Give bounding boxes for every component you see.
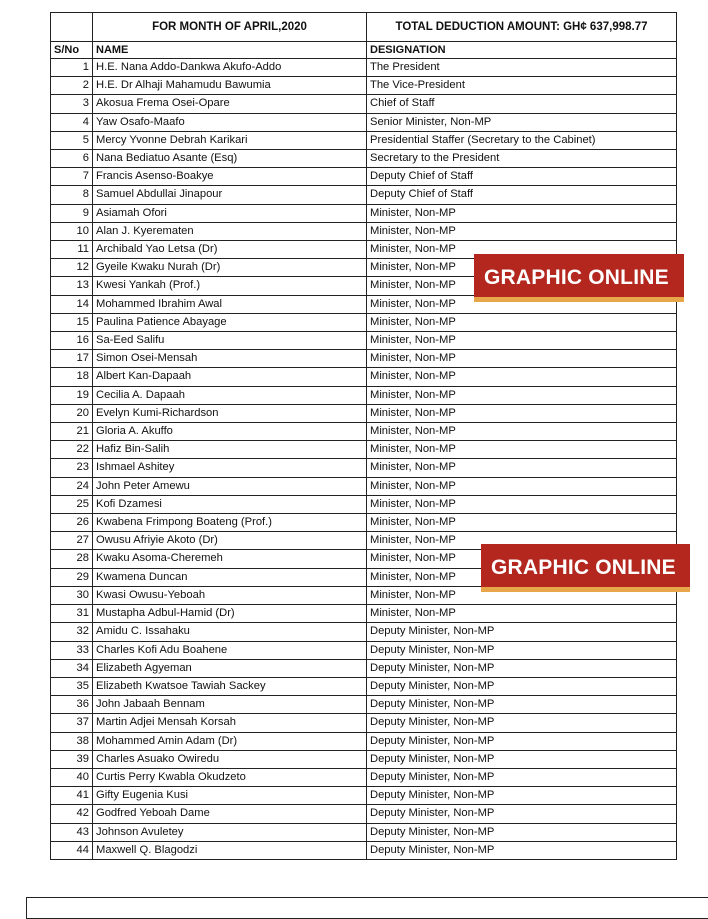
table-row xyxy=(51,368,677,386)
table-row xyxy=(51,823,677,841)
row-designation: Deputy Minister, Non-MP xyxy=(367,677,677,695)
row-name: Kwamena Duncan xyxy=(93,568,367,586)
row-sno: 9 xyxy=(51,204,93,222)
sno-header: S/No xyxy=(51,42,93,59)
row-designation: Minister, Non-MP xyxy=(367,514,677,532)
row-designation: The President xyxy=(367,59,677,77)
row-sno: 31 xyxy=(51,605,93,623)
table-row xyxy=(51,714,677,732)
row-designation: Minister, Non-MP xyxy=(367,477,677,495)
row-sno: 16 xyxy=(51,332,93,350)
row-name: Evelyn Kumi-Richardson xyxy=(93,404,367,422)
row-sno: 14 xyxy=(51,295,93,313)
row-designation: Minister, Non-MP xyxy=(367,350,677,368)
table-row xyxy=(51,423,677,441)
row-sno: 3 xyxy=(51,95,93,113)
row-designation: Minister, Non-MP xyxy=(367,459,677,477)
row-designation: Minister, Non-MP xyxy=(367,313,677,331)
row-designation: Minister, Non-MP xyxy=(367,222,677,240)
row-designation: Deputy Minister, Non-MP xyxy=(367,750,677,768)
row-sno: 12 xyxy=(51,259,93,277)
table-row xyxy=(51,605,677,623)
row-sno: 38 xyxy=(51,732,93,750)
row-sno: 21 xyxy=(51,423,93,441)
row-sno: 24 xyxy=(51,477,93,495)
row-designation: Deputy Minister, Non-MP xyxy=(367,732,677,750)
row-name: Akosua Frema Osei-Opare xyxy=(93,95,367,113)
row-name: Martin Adjei Mensah Korsah xyxy=(93,714,367,732)
row-designation: The Vice-President xyxy=(367,77,677,95)
table-row xyxy=(51,441,677,459)
row-designation: Minister, Non-MP xyxy=(367,368,677,386)
row-designation: Minister, Non-MP xyxy=(367,605,677,623)
row-designation: Deputy Chief of Staff xyxy=(367,168,677,186)
row-designation: Deputy Minister, Non-MP xyxy=(367,805,677,823)
row-designation: Minister, Non-MP xyxy=(367,586,677,604)
row-name: Samuel Abdullai Jinapour xyxy=(93,186,367,204)
row-name: Yaw Osafo-Maafo xyxy=(93,113,367,131)
row-name: Johnson Avuletey xyxy=(93,823,367,841)
table-row xyxy=(51,113,677,131)
deduction-table xyxy=(50,12,677,860)
row-name: Albert Kan-Dapaah xyxy=(93,368,367,386)
row-sno: 28 xyxy=(51,550,93,568)
row-sno: 32 xyxy=(51,623,93,641)
row-sno: 33 xyxy=(51,641,93,659)
row-designation: Deputy Minister, Non-MP xyxy=(367,696,677,714)
row-sno: 30 xyxy=(51,586,93,604)
row-designation: Minister, Non-MP xyxy=(367,423,677,441)
row-sno: 2 xyxy=(51,77,93,95)
table-row xyxy=(51,222,677,240)
row-sno: 6 xyxy=(51,150,93,168)
row-name: Archibald Yao Letsa (Dr) xyxy=(93,241,367,259)
row-sno: 19 xyxy=(51,386,93,404)
row-name: Mustapha Adbul-Hamid (Dr) xyxy=(93,605,367,623)
row-name: Charles Kofi Adu Boahene xyxy=(93,641,367,659)
row-name: Kwabena Frimpong Boateng (Prof.) xyxy=(93,514,367,532)
table-row xyxy=(51,150,677,168)
row-sno: 43 xyxy=(51,823,93,841)
row-sno: 22 xyxy=(51,441,93,459)
row-designation: Minister, Non-MP xyxy=(367,386,677,404)
row-sno: 40 xyxy=(51,768,93,786)
row-name: Gloria A. Akuffo xyxy=(93,423,367,441)
row-designation: Presidential Staffer (Secretary to the Cabinet) xyxy=(367,131,677,149)
row-sno: 41 xyxy=(51,787,93,805)
row-designation: Minister, Non-MP xyxy=(367,404,677,422)
row-name: John Jabaah Bennam xyxy=(93,696,367,714)
table-row xyxy=(51,805,677,823)
row-designation: Deputy Minister, Non-MP xyxy=(367,768,677,786)
row-sno: 18 xyxy=(51,368,93,386)
row-name: Gifty Eugenia Kusi xyxy=(93,787,367,805)
table-row xyxy=(51,204,677,222)
total-deduction: TOTAL DEDUCTION AMOUNT: GH¢ 637,998.77 xyxy=(367,13,677,42)
row-name: Elizabeth Kwatsoe Tawiah Sackey xyxy=(93,677,367,695)
table-row xyxy=(51,623,677,641)
row-sno: 5 xyxy=(51,131,93,149)
row-designation: Minister, Non-MP xyxy=(367,259,677,277)
row-designation: Minister, Non-MP xyxy=(367,495,677,513)
row-name: Maxwell Q. Blagodzi xyxy=(93,841,367,859)
row-name: Amidu C. Issahaku xyxy=(93,623,367,641)
row-designation: Deputy Minister, Non-MP xyxy=(367,787,677,805)
row-sno: 42 xyxy=(51,805,93,823)
row-name: Paulina Patience Abayage xyxy=(93,313,367,331)
table-row xyxy=(51,59,677,77)
table-row xyxy=(51,841,677,859)
table-row xyxy=(51,332,677,350)
table-row xyxy=(51,313,677,331)
row-sno: 25 xyxy=(51,495,93,513)
row-name: Mohammed Amin Adam (Dr) xyxy=(93,732,367,750)
table-row xyxy=(51,732,677,750)
row-name: Gyeile Kwaku Nurah (Dr) xyxy=(93,259,367,277)
row-designation: Minister, Non-MP xyxy=(367,277,677,295)
row-sno: 26 xyxy=(51,514,93,532)
row-sno: 39 xyxy=(51,750,93,768)
row-name: Alan J. Kyerematen xyxy=(93,222,367,240)
row-name: Cecilia A. Dapaah xyxy=(93,386,367,404)
row-sno: 7 xyxy=(51,168,93,186)
row-name: John Peter Amewu xyxy=(93,477,367,495)
row-name: Kofi Dzamesi xyxy=(93,495,367,513)
row-name: Francis Asenso-Boakye xyxy=(93,168,367,186)
month-title: FOR MONTH OF APRIL,2020 xyxy=(93,13,367,42)
row-designation: Minister, Non-MP xyxy=(367,204,677,222)
row-sno: 44 xyxy=(51,841,93,859)
table-row xyxy=(51,641,677,659)
table-row xyxy=(51,514,677,532)
row-designation: Deputy Minister, Non-MP xyxy=(367,641,677,659)
row-designation: Deputy Minister, Non-MP xyxy=(367,623,677,641)
row-sno: 34 xyxy=(51,659,93,677)
deduction-sheet xyxy=(50,12,676,860)
table-row xyxy=(51,95,677,113)
table-row xyxy=(51,768,677,786)
row-name: Owusu Afriyie Akoto (Dr) xyxy=(93,532,367,550)
row-designation: Minister, Non-MP xyxy=(367,568,677,586)
table-row xyxy=(51,459,677,477)
row-designation: Minister, Non-MP xyxy=(367,532,677,550)
row-sno: 15 xyxy=(51,313,93,331)
table-row xyxy=(51,77,677,95)
row-sno: 36 xyxy=(51,696,93,714)
row-name: Mohammed Ibrahim Awal xyxy=(93,295,367,313)
table-row xyxy=(51,659,677,677)
row-designation: Minister, Non-MP xyxy=(367,295,677,313)
row-name: Kwesi Yankah (Prof.) xyxy=(93,277,367,295)
row-sno: 13 xyxy=(51,277,93,295)
row-designation: Minister, Non-MP xyxy=(367,241,677,259)
row-designation: Minister, Non-MP xyxy=(367,441,677,459)
table-row xyxy=(51,404,677,422)
row-sno: 1 xyxy=(51,59,93,77)
row-designation: Deputy Minister, Non-MP xyxy=(367,841,677,859)
row-sno: 20 xyxy=(51,404,93,422)
table-row xyxy=(51,131,677,149)
table-row xyxy=(51,696,677,714)
row-designation: Chief of Staff xyxy=(367,95,677,113)
graphic-online-watermark: GRAPHIC ONLINE xyxy=(474,254,684,302)
row-designation: Deputy Minister, Non-MP xyxy=(367,659,677,677)
row-name: Simon Osei-Mensah xyxy=(93,350,367,368)
title-row xyxy=(51,13,677,42)
row-name: Kwaku Asoma-Cheremeh xyxy=(93,550,367,568)
table-row xyxy=(51,787,677,805)
row-designation: Minister, Non-MP xyxy=(367,550,677,568)
row-sno: 8 xyxy=(51,186,93,204)
column-header-row xyxy=(51,42,677,59)
row-sno: 11 xyxy=(51,241,93,259)
next-table-edge xyxy=(26,897,708,919)
row-sno: 35 xyxy=(51,677,93,695)
table-row xyxy=(51,168,677,186)
row-name: H.E. Nana Addo-Dankwa Akufo-Addo xyxy=(93,59,367,77)
row-name: Godfred Yeboah Dame xyxy=(93,805,367,823)
table-row xyxy=(51,477,677,495)
row-sno: 4 xyxy=(51,113,93,131)
row-name: Kwasi Owusu-Yeboah xyxy=(93,586,367,604)
row-name: Charles Asuako Owiredu xyxy=(93,750,367,768)
row-sno: 23 xyxy=(51,459,93,477)
row-name: H.E. Dr Alhaji Mahamudu Bawumia xyxy=(93,77,367,95)
table-row xyxy=(51,186,677,204)
row-sno: 27 xyxy=(51,532,93,550)
row-sno: 29 xyxy=(51,568,93,586)
row-designation: Deputy Chief of Staff xyxy=(367,186,677,204)
table-row xyxy=(51,495,677,513)
row-name: Mercy Yvonne Debrah Karikari xyxy=(93,131,367,149)
table-row xyxy=(51,750,677,768)
table-row xyxy=(51,350,677,368)
row-designation: Deputy Minister, Non-MP xyxy=(367,823,677,841)
row-designation: Senior Minister, Non-MP xyxy=(367,113,677,131)
table-row xyxy=(51,386,677,404)
row-designation: Deputy Minister, Non-MP xyxy=(367,714,677,732)
blank-cell xyxy=(51,13,93,42)
designation-header: DESIGNATION xyxy=(367,42,677,59)
row-name: Curtis Perry Kwabla Okudzeto xyxy=(93,768,367,786)
row-name: Nana Bediatuo Asante (Esq) xyxy=(93,150,367,168)
table-row xyxy=(51,677,677,695)
name-header: NAME xyxy=(93,42,367,59)
row-name: Ishmael Ashitey xyxy=(93,459,367,477)
row-designation: Minister, Non-MP xyxy=(367,332,677,350)
row-name: Elizabeth Agyeman xyxy=(93,659,367,677)
row-sno: 10 xyxy=(51,222,93,240)
row-sno: 17 xyxy=(51,350,93,368)
row-name: Asiamah Ofori xyxy=(93,204,367,222)
row-name: Sa-Eed Salifu xyxy=(93,332,367,350)
row-designation: Secretary to the President xyxy=(367,150,677,168)
row-sno: 37 xyxy=(51,714,93,732)
row-name: Hafiz Bin-Salih xyxy=(93,441,367,459)
graphic-online-watermark: GRAPHIC ONLINE xyxy=(481,544,690,592)
